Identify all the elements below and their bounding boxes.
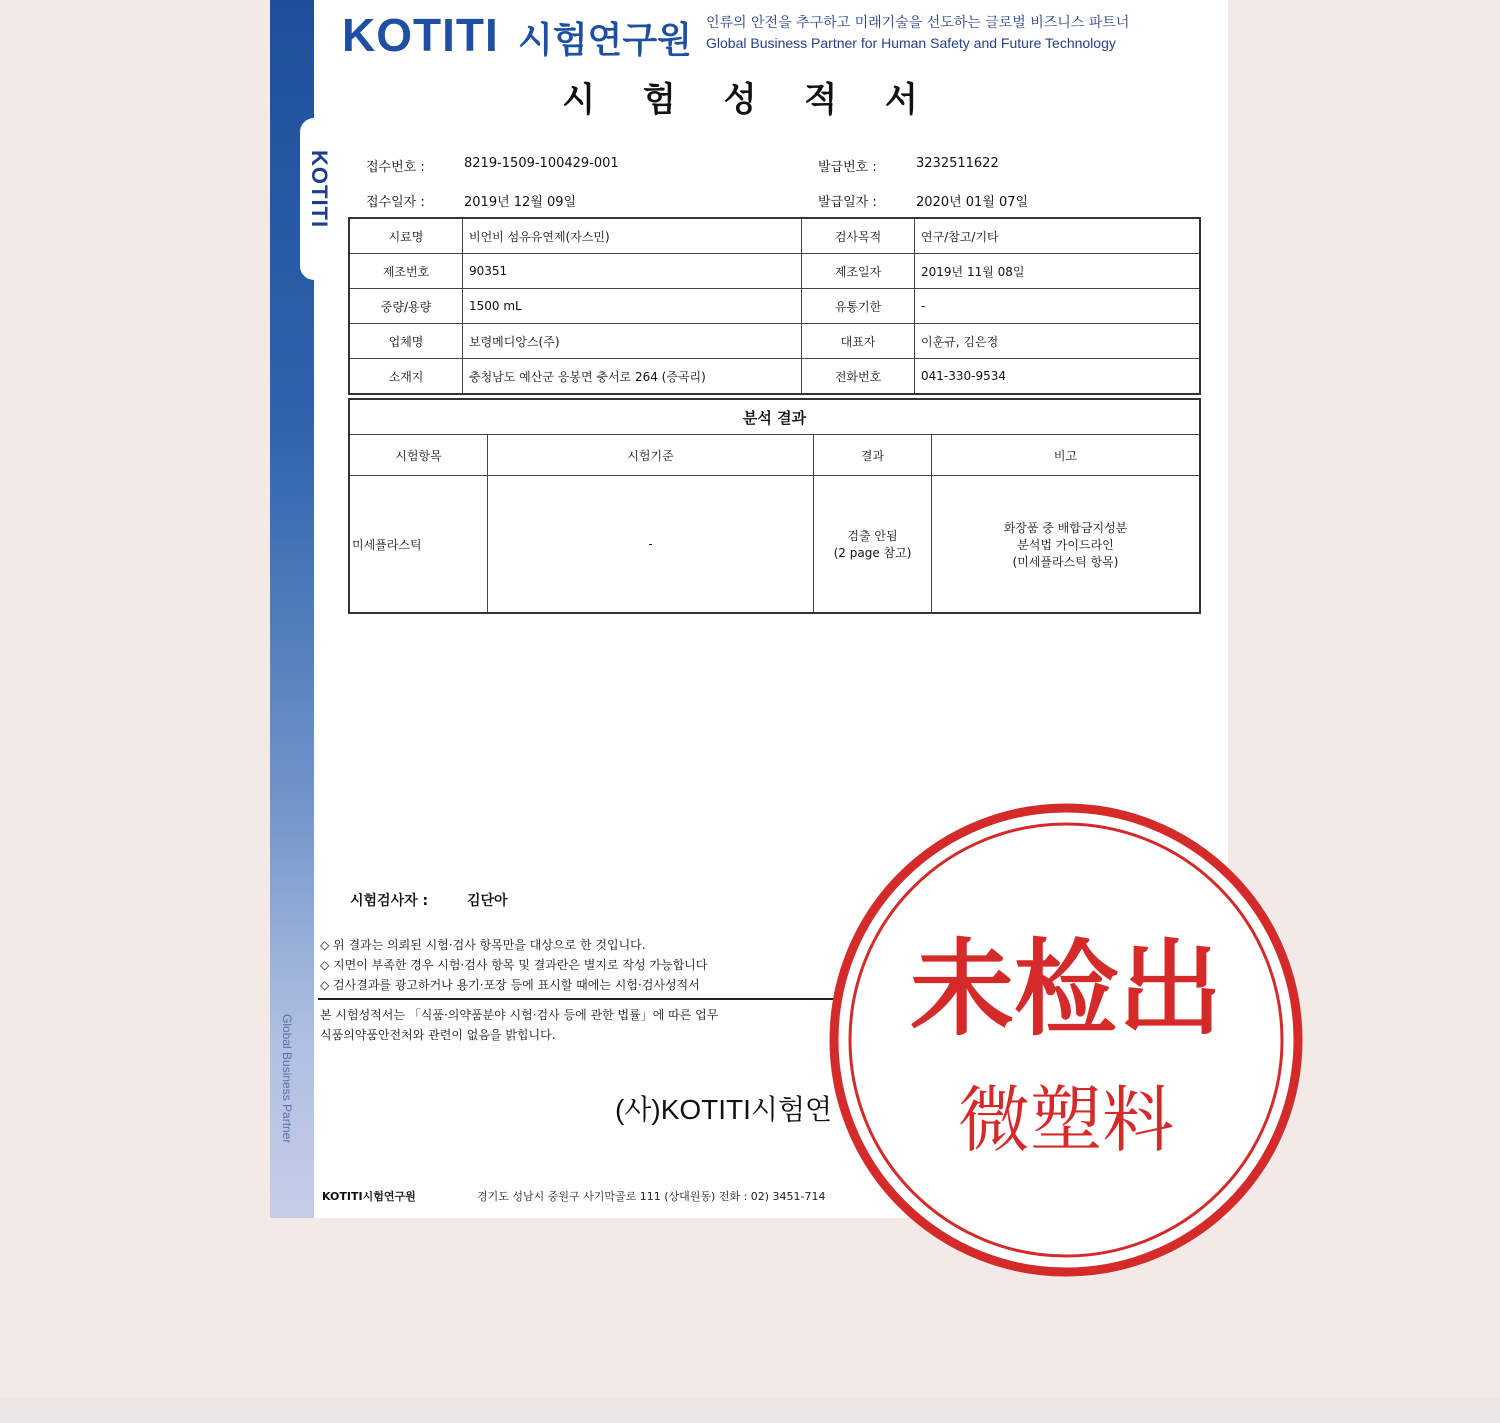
issue-no: 3232511622 (916, 156, 999, 171)
info-value: 2019년 11월 08일 (915, 254, 1201, 289)
table-row (349, 399, 1200, 435)
inspector-name: 김단아 (466, 893, 508, 909)
disclaimer-line: 식품의약품안전처와 관련이 없음을 밝힙니다. (320, 1028, 556, 1042)
inspector-label: 시험검사자 : (350, 893, 429, 909)
issue-no-label: 발급번호 : (818, 160, 877, 175)
info-label: 중량/용량 (349, 289, 463, 324)
info-value: 비언비 섬유유연제(자스민) (463, 218, 802, 254)
table-row (349, 324, 1200, 359)
table-row (349, 476, 1200, 614)
issue-date-label: 발급일자 : (818, 195, 877, 210)
remark-line: (미세플라스틱 항목) (1012, 554, 1119, 569)
document-title: 시 험 성 적 서 (562, 80, 936, 120)
result-item: 미세플라스틱 (349, 476, 488, 614)
column-header: 결과 (814, 435, 932, 476)
receipt-date-label: 접수일자 : (366, 195, 425, 210)
sidebar-logo: KOTITI (307, 150, 332, 229)
info-label: 제조번호 (349, 254, 463, 289)
not-detected-stamp (826, 800, 1306, 1280)
info-label: 대표자 (802, 324, 915, 359)
stamp-sub-text: 微塑料 (957, 1078, 1175, 1162)
sidebar-footer-text: Global Business Partner (280, 1014, 294, 1144)
results-heading: 분석 결과 (349, 399, 1200, 435)
kotiti-logo-korean: 시험연구원 (518, 19, 692, 60)
table-row (349, 435, 1200, 476)
stamp-main-text: 未检出 (909, 928, 1223, 1050)
sample-info-table (348, 217, 1201, 395)
note-line: ◇ 검사결과를 광고하거나 용기·포장 등에 표시할 때에는 시험·검사성적서 (320, 978, 700, 992)
info-value: 이훈규, 김은정 (915, 324, 1201, 359)
kotiti-logo: KOTITI (342, 9, 499, 61)
info-value: 보령메디앙스(주) (463, 324, 802, 359)
info-value: 90351 (463, 254, 802, 289)
note-line: ◇ 위 결과는 의뢰된 시험·검사 항목만을 대상으로 한 것입니다. (320, 938, 646, 952)
issue-date: 2020년 01월 07일 (916, 195, 1029, 210)
info-value: 연구/참고/기타 (915, 218, 1201, 254)
organization-name: (사)KOTITI시험연 (615, 1094, 833, 1125)
receipt-no: 8219-1509-100429-001 (464, 156, 619, 171)
info-label: 시료명 (349, 218, 463, 254)
inspector-line (350, 890, 508, 910)
slogan-english: Global Business Partner for Human Safety and Future Technology (706, 35, 1116, 51)
analysis-results-table (348, 398, 1201, 614)
info-label: 검사목적 (802, 218, 915, 254)
note-line: ◇ 지면이 부족한 경우 시험·검사 항목 및 결과란은 별지로 작성 가능합니다 (320, 958, 708, 972)
column-header: 비고 (932, 435, 1201, 476)
slogan-korean: 인류의 안전을 추구하고 미래기술을 선도하는 글로벌 비즈니스 파트너 (706, 15, 1130, 31)
info-value: 041-330-9534 (915, 359, 1201, 395)
table-row (349, 254, 1200, 289)
column-header: 시험기준 (488, 435, 814, 476)
page-bottom-band (0, 1398, 1500, 1423)
result-line: 검출 안됨 (847, 529, 898, 543)
table-row (349, 289, 1200, 324)
info-label: 소재지 (349, 359, 463, 395)
table-row (349, 218, 1200, 254)
info-label: 제조일자 (802, 254, 915, 289)
result-cell (814, 476, 932, 614)
receipt-no-label: 접수번호 : (366, 160, 425, 175)
info-value: - (915, 289, 1201, 324)
result-standard: - (488, 476, 814, 614)
table-row (349, 359, 1200, 395)
remark-line: 화장품 중 배합금지성분 (1003, 520, 1128, 535)
info-value: 충청남도 예산군 응봉면 충서로 264 (증곡리) (463, 359, 802, 395)
footer-organization: KOTITI시험연구원 (322, 1190, 416, 1203)
remark-line: 분석법 가이드라인 (1017, 537, 1114, 552)
footer-address: 경기도 성남시 중원구 사기막골로 111 (상대원동) 전화 : 02) 3451-714 (477, 1190, 826, 1203)
info-label: 유통기한 (802, 289, 915, 324)
column-header: 시험항목 (349, 435, 488, 476)
result-line: (2 page 참고) (833, 546, 912, 560)
info-label: 전화번호 (802, 359, 915, 395)
receipt-date: 2019년 12월 09일 (464, 195, 577, 210)
info-value: 1500 mL (463, 289, 802, 324)
disclaimer-line: 본 시험성적서는 「식품·의약품분야 시험·검사 등에 관한 법률」에 따른 업무 (320, 1008, 719, 1022)
info-label: 업체명 (349, 324, 463, 359)
remark-cell (932, 476, 1201, 614)
